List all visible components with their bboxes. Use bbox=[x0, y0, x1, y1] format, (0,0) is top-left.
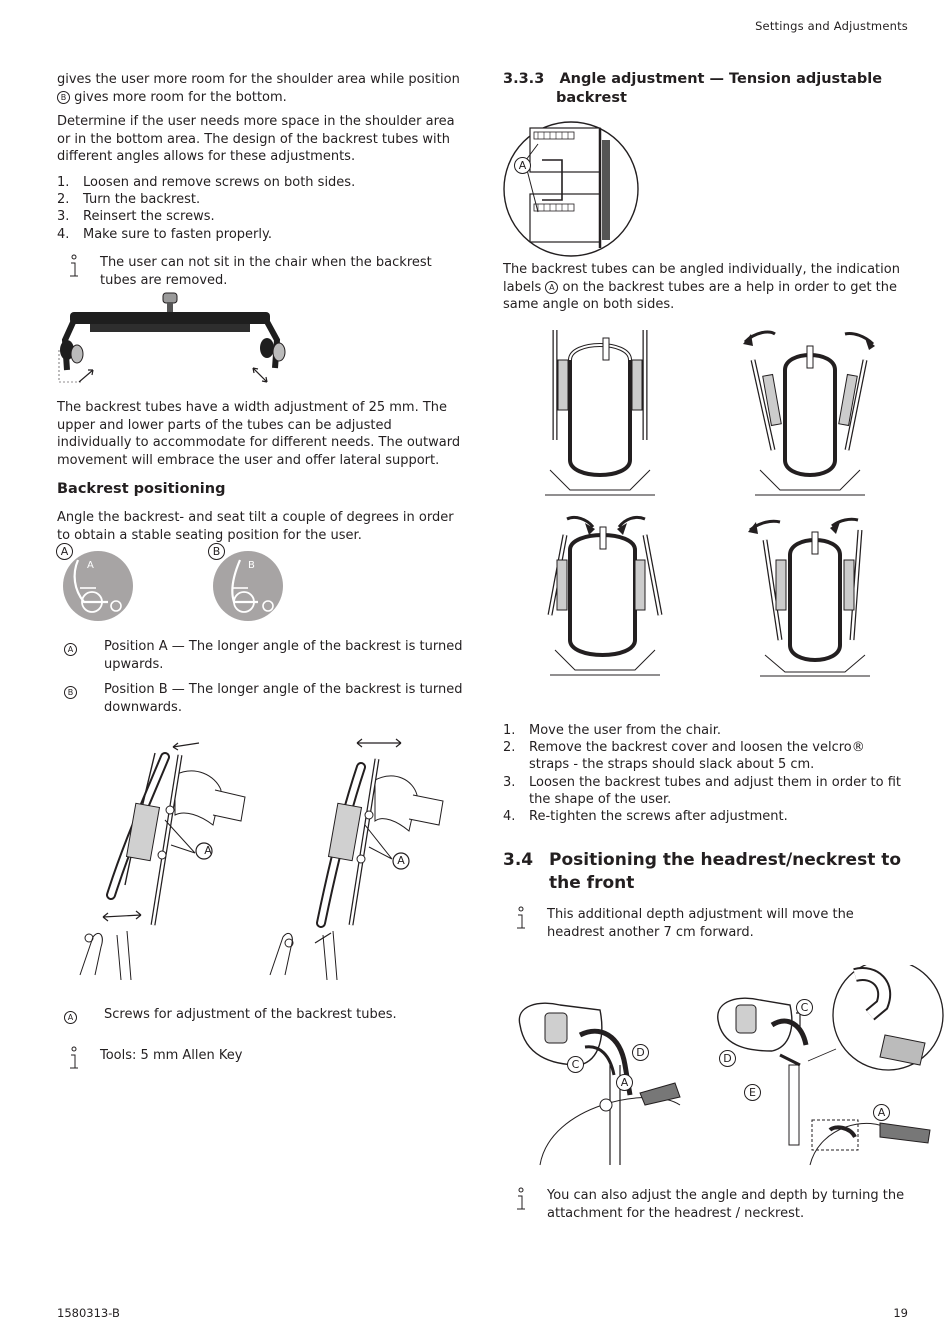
note-removed: The user can not sit in the chair when the backrest tubes are removed. bbox=[67, 254, 467, 289]
frame-illustration-3 bbox=[535, 505, 675, 680]
list-item: 1. Move the user from the chair. bbox=[503, 723, 722, 738]
backrest-tubes-illustration bbox=[55, 290, 295, 390]
position-items bbox=[64, 638, 467, 716]
headrest-callout-a1: A bbox=[616, 1074, 633, 1091]
running-header: Settings and Adjustments bbox=[755, 19, 908, 33]
intro-paragraph: gives the user more room for the shoulder area while position B gives more room for the bottom. bbox=[57, 72, 460, 105]
position-b-icon: B bbox=[212, 550, 284, 622]
list-item: 4. Make sure to fasten properly. bbox=[57, 226, 272, 242]
width-paragraph: The backrest tubes have a width adjustment of 25 mm. The upper and lower parts of the tubes can be adjusted individually to accommodate for different needs. The outward movement will embrace the user and offer lateral support. bbox=[57, 400, 461, 468]
tube-callout-a-left: A bbox=[204, 844, 212, 857]
list-item: 3. Loosen the backrest tubes and adjust them in order to fit the shape of the user. bbox=[503, 774, 902, 807]
list-item: A Position A — The longer angle of the backrest is turned upwards. bbox=[64, 638, 467, 673]
tube-callout-a-right: A bbox=[397, 854, 405, 867]
marker-b: B bbox=[57, 91, 70, 104]
frame-illustration-2 bbox=[735, 320, 885, 500]
screws-item: A Screws for adjustment of the backrest tubes. bbox=[64, 1006, 467, 1025]
frame-illustration-1 bbox=[530, 320, 670, 500]
marker-a: A bbox=[545, 281, 558, 294]
list-item: 1. Loosen and remove screws on both sides. bbox=[57, 175, 356, 190]
headrest-section-heading: 3.4 Positioning the headrest/neckrest to the front bbox=[503, 850, 902, 893]
headrest-illustration bbox=[510, 965, 950, 1170]
headrest-callout-a2: A bbox=[873, 1104, 890, 1121]
determine-paragraph: Determine if the user needs more space in the shoulder area or in the bottom area. The design of the backrest tubes with different angles allows for these adjustments. bbox=[57, 114, 455, 164]
document-number: 1580313-B bbox=[57, 1306, 120, 1320]
indication-label-detail bbox=[502, 120, 640, 258]
angle-adjustment-heading: 3.3.3 Angle adjustment — Tension adjustable backrest bbox=[503, 71, 883, 106]
position-b-marker: B bbox=[208, 543, 225, 560]
position-a-icon: A bbox=[62, 550, 134, 622]
tools-note: Tools: 5 mm Allen Key bbox=[67, 1046, 467, 1072]
list-item: 3. Reinsert the screws. bbox=[57, 209, 215, 225]
frame-illustration-4 bbox=[740, 510, 890, 680]
page-number: 19 bbox=[893, 1306, 908, 1320]
headrest-callout-d2: D bbox=[719, 1050, 736, 1067]
info-icon bbox=[514, 1187, 528, 1213]
detail-callout-a: A bbox=[514, 157, 531, 174]
angle-depth-note: You can also adjust the angle and depth by turning the attachment for the headrest / neckrest. bbox=[514, 1187, 909, 1222]
angle-paragraph: The backrest tubes can be angled individually, the indication labels A on the backrest tubes are a help in order to get the same angle on both sides. bbox=[503, 262, 900, 312]
right-steps-list bbox=[503, 722, 908, 825]
positioning-paragraph: Angle the backrest- and seat tilt a couple of degrees in order to obtain a stable seating position for the user. bbox=[57, 510, 454, 543]
headrest-callout-c1: C bbox=[567, 1056, 584, 1073]
tube-side-illustration-left bbox=[75, 735, 255, 985]
list-item: 2. Remove the backrest cover and loosen the velcro® straps - the straps should slack about 5 cm. bbox=[503, 740, 865, 773]
list-item: 2. Turn the backrest. bbox=[57, 192, 201, 208]
left-steps-list bbox=[57, 174, 467, 243]
headrest-callout-e: E bbox=[744, 1084, 761, 1101]
info-icon bbox=[67, 1046, 81, 1072]
position-a-marker: A bbox=[56, 543, 73, 560]
tube-side-illustration-right bbox=[265, 735, 445, 985]
list-item: B Position B — The longer angle of the backrest is turned downwards. bbox=[64, 681, 467, 716]
depth-note: This additional depth adjustment will move the headrest another 7 cm forward. bbox=[514, 906, 909, 941]
info-icon bbox=[514, 906, 528, 932]
headrest-callout-c2: C bbox=[796, 999, 813, 1016]
info-icon bbox=[67, 254, 81, 280]
list-item: 4. Re-tighten the screws after adjustment. bbox=[503, 809, 788, 825]
headrest-callout-d1: D bbox=[632, 1044, 649, 1061]
backrest-positioning-heading: Backrest positioning bbox=[57, 481, 226, 497]
